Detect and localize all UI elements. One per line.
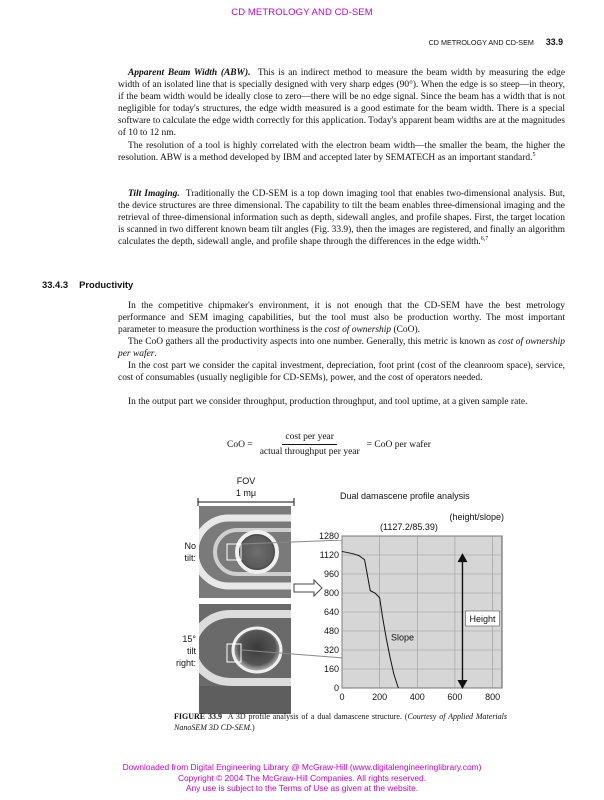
- page-number: 33.9: [545, 37, 563, 47]
- tilt-paragraph: [118, 188, 565, 248]
- productivity-paragraph-3: [118, 360, 565, 384]
- prod-p1-text: In the competitive chipmaker's environment, it is not enough that the CD-SEM have the best metrology performance and SEM imaging capabilities, but the tool must also be production worthy. The most important parameter to measure the production worthiness is the: [118, 301, 565, 336]
- no-tilt-line-2: tilt:: [184, 553, 196, 563]
- readout-label: (height/slope): [449, 512, 504, 522]
- x-tick-label: 200: [372, 692, 388, 702]
- prod-p2-text: The CoO gathers all the productivity aspects into one number. Generally, this metric is known as: [128, 337, 499, 347]
- fov-value: 1 mμ: [235, 488, 257, 498]
- y-tick-label: 320: [323, 645, 339, 655]
- slope-label: Slope: [390, 632, 414, 643]
- y-tick-label: 960: [323, 569, 339, 579]
- y-tick-label: 1280: [318, 531, 339, 541]
- caption-end: ): [252, 722, 255, 732]
- productivity-paragraph-2: [118, 336, 565, 360]
- figure-caption: [174, 712, 507, 733]
- productivity-paragraph-4: [118, 396, 565, 408]
- page-banner: CD METROLOGY AND CD-SEM: [231, 7, 373, 18]
- coo-equation: [227, 432, 431, 457]
- reference-5: 5: [532, 151, 536, 158]
- productivity-paragraph-1: [118, 300, 565, 336]
- lower-region: [199, 686, 291, 714]
- tilt-line-2: tilt: [187, 646, 196, 656]
- running-head-title: CD METROLOGY AND CD-SEM: [428, 38, 534, 47]
- y-tick-label: 640: [323, 607, 339, 617]
- caption-courtesy: Courtesy of Applied Materials NanoSEM 3D CD-SEM.: [174, 712, 507, 732]
- tilt-line-3: right:: [175, 658, 196, 668]
- footer-line-1: Downloaded from Digital Engineering Library @ McGraw-Hill (www.digitalengineeringlibrary.com): [122, 762, 482, 772]
- abw-term: Apparent Beam Width (ABW).: [128, 68, 251, 78]
- equation-numerator: cost per year: [282, 432, 337, 445]
- prod-p1-end: (CoO).: [391, 325, 420, 336]
- caption-text: A 3D profile analysis of a dual damascene structure. (: [227, 712, 408, 721]
- no-tilt-label: [176, 540, 196, 564]
- x-tick-label: 0: [339, 692, 345, 702]
- equation-fraction: [257, 432, 363, 457]
- abw-text: This is an indirect method to measure the beam width by measuring the edge width of an isolated line that is specially designed with very sharp edges (90°). When the edge is so steep—in theory, if the beam width would be ideally close to zero—there will be no edge signal. Since the beam has a width that is not negligible for today's structures, the edge width measured is a good estimate for the beam width. There is a special software to calculate the edge width correctly for this application. Today's apparent beam widths are at the magnitudes of 10 to 12 nm.: [118, 68, 566, 139]
- no-tilt-line-1: No: [184, 541, 196, 551]
- profile-chart: [308, 508, 508, 704]
- section-title: Productivity: [79, 279, 134, 290]
- section-heading: [42, 279, 133, 290]
- prod-p2-em: cost of ownership per wafer: [118, 337, 565, 360]
- footer-line-2: Copyright © 2004 The McGraw-Hill Companies. All rights reserved.: [177, 772, 427, 783]
- footer-line-3: Any use is subject to the Terms of Use as given at the website.: [185, 783, 419, 793]
- caption-label: FIGURE 33.9: [174, 712, 222, 721]
- tilt-line-1: 15°: [182, 634, 196, 644]
- readout-value: (1127.2/85.39): [380, 522, 438, 532]
- footer: [0, 762, 604, 794]
- x-tick-label: 600: [447, 692, 463, 702]
- prod-p2-end: .: [154, 349, 157, 360]
- tilt-text: Traditionally the CD-SEM is a top down imaging tool that enables two-dimensional analysis. But, the device structures are three dimensional. The capability to tilt the beam enables three-dimensional imaging and the retrieval of three-dimensional information such as depth, sidewall angles, and profile shapes. First, the target location is scanned in two different known beam tilt angles (Fig. 33.9), then the images are registered, and finally an algorithm calculates the depth, sidewall angle, and profile shape through the differences in the edge width.: [118, 189, 566, 248]
- equation-rhs: = CoO per wafer: [366, 439, 431, 450]
- equation-denominator: actual throughput per year: [259, 447, 360, 457]
- x-tick-label: 800: [485, 692, 501, 702]
- section-number: 33.4.3: [42, 279, 69, 290]
- tilt-term: Tilt Imaging.: [128, 189, 180, 199]
- x-tick-label: 400: [409, 692, 425, 702]
- y-tick-label: 480: [323, 626, 339, 636]
- tilt-label: [170, 633, 196, 669]
- fov-title: FOV: [236, 476, 256, 486]
- abw-resolution-text: The resolution of a tool is highly correlated with the electron beam width—the smaller the beam, the higher the resolution. ABW is a method developed by IBM and accepted later by SEMATECH as an important standard.: [118, 141, 565, 164]
- chart-title: Dual damascene profile analysis: [340, 491, 470, 501]
- abw-paragraph: [118, 67, 565, 140]
- y-tick-label: 160: [323, 664, 339, 674]
- y-tick-label: 1120: [319, 550, 339, 560]
- abw-resolution-paragraph: [118, 140, 565, 164]
- prod-p1-em: cost of ownership: [324, 325, 392, 336]
- height-label: Height: [469, 614, 496, 624]
- running-head: [429, 37, 563, 47]
- y-tick-label: 0: [333, 683, 339, 693]
- prod-p3-text: In the cost part we consider the capital investment, depreciation, foot print (cost of the cleanroom space), service, cost of consumables (usually negligible for CD-SEMs), power, and the cost of operators needed.: [118, 361, 565, 384]
- reference-6-7: 6,7: [480, 236, 489, 243]
- y-tick-label: 800: [323, 588, 339, 598]
- equation-lhs: CoO =: [227, 439, 253, 450]
- fov-label: [226, 475, 266, 499]
- prod-p4-text: In the output part we consider throughput, production throughput, and tool uptime, at a given sample rate.: [128, 397, 528, 407]
